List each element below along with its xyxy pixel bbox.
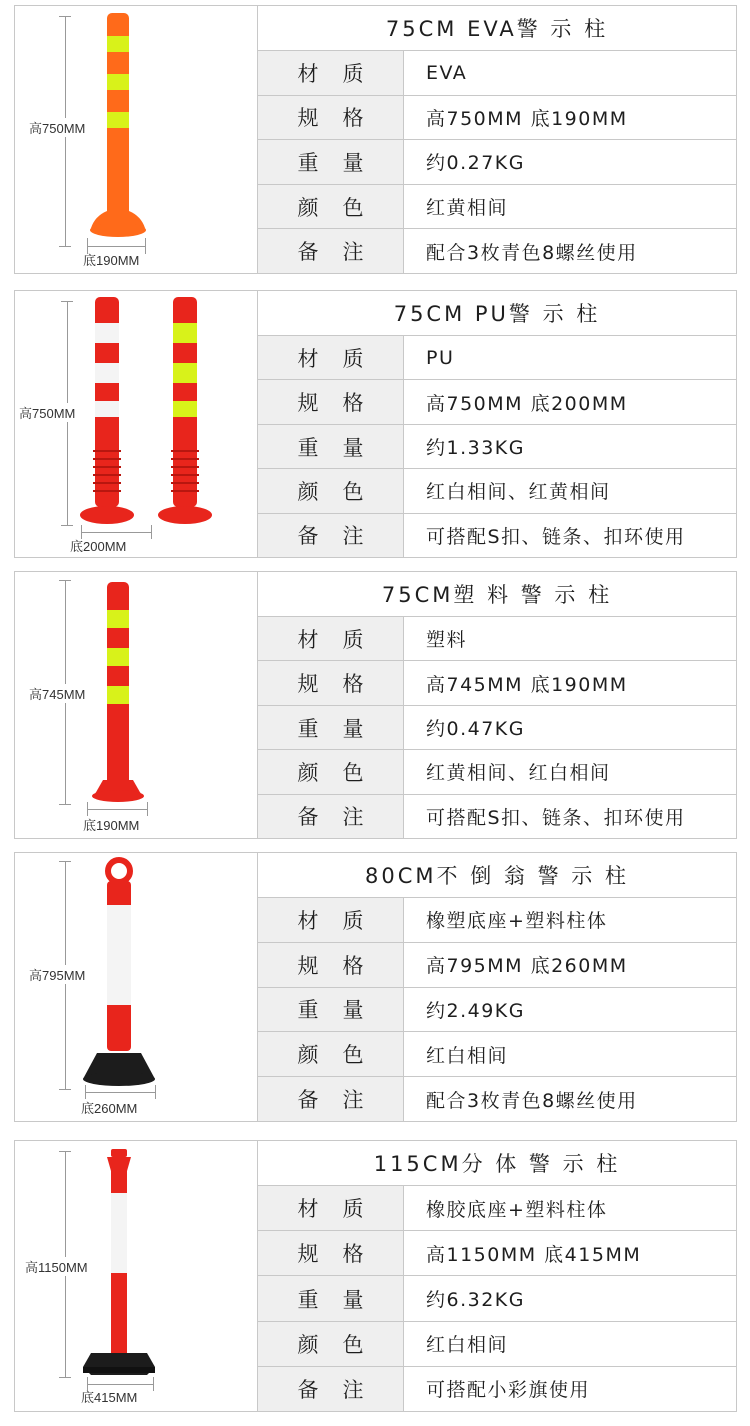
product-card-pu [14,290,737,558]
spec-value: EVA [426,61,468,84]
product-title: 75CM EVA警 示 柱 [258,6,736,51]
spec-value: 可搭配小彩旗使用 [426,1379,591,1402]
spec-row [258,1231,736,1276]
spec-value: 高1150MM 底415MM [426,1243,642,1266]
spec-value: 约0.47KG [426,718,525,741]
spec-row [258,988,736,1033]
spec-label: 材质 [258,1186,404,1230]
spec-row [258,185,736,230]
product-title: 80CM不 倒 翁 警 示 柱 [258,853,736,898]
spec-label: 材质 [258,336,404,379]
spec-row [258,514,736,557]
product-card-split [14,1140,737,1412]
base-label: 底260MM [81,1101,138,1116]
spec-value: 橡胶底座+塑料柱体 [426,1198,608,1221]
spec-label: 重量 [258,1276,404,1320]
spec-table-plastic [258,572,736,838]
spec-row [258,96,736,141]
spec-table-tumbler [258,853,736,1121]
product-image-pu [15,291,258,557]
bollard-eva-icon [15,6,257,273]
product-card-eva [14,5,737,274]
product-title: 75CM塑 料 警 示 柱 [258,572,736,617]
spec-row [258,380,736,424]
spec-table-pu [258,291,736,557]
spec-row [258,336,736,380]
product-title: 115CM分 体 警 示 柱 [258,1141,736,1186]
spec-value: 红白相间 [426,1334,509,1357]
height-label: 高795MM [29,965,85,984]
base-label: 底200MM [70,539,127,554]
spec-value: 可搭配S扣、链条、扣环使用 [426,806,686,829]
product-image-tumbler [15,853,258,1121]
spec-row [258,750,736,794]
spec-label: 备注 [258,514,404,557]
spec-value: 约2.49KG [426,999,525,1022]
spec-label: 颜色 [258,750,404,793]
spec-label: 颜色 [258,1032,404,1076]
spec-row [258,1367,736,1411]
spec-value: 高750MM 底190MM [426,107,628,130]
spec-value: 配合3枚青色8螺丝使用 [426,1089,638,1112]
spec-label: 规格 [258,661,404,704]
spec-row [258,943,736,988]
product-image-plastic [15,572,258,838]
spec-table-split [258,1141,736,1411]
spec-value: 高745MM 底190MM [426,673,628,696]
spec-value: 红黄相间、红白相间 [426,762,611,785]
bollard-split-icon [15,1141,257,1411]
spec-value: 约6.32KG [426,1289,525,1311]
spec-label: 规格 [258,380,404,423]
spec-label: 颜色 [258,185,404,229]
spec-value: 塑料 [426,629,468,652]
product-card-tumbler [14,852,737,1122]
base-label: 底190MM [83,818,140,833]
spec-label: 材质 [258,898,404,942]
spec-label: 重量 [258,706,404,749]
spec-label: 颜色 [258,1322,404,1366]
spec-label: 规格 [258,96,404,140]
spec-label: 备注 [258,795,404,838]
height-label: 高745MM [29,684,85,703]
base-label: 底415MM [81,1390,138,1405]
spec-label: 重量 [258,425,404,468]
spec-row [258,1322,736,1367]
spec-row [258,1186,736,1231]
spec-row [258,229,736,273]
spec-label: 备注 [258,229,404,273]
spec-label: 备注 [258,1077,404,1121]
spec-label: 颜色 [258,469,404,512]
spec-label: 材质 [258,617,404,660]
height-label: 高750MM [29,118,85,137]
spec-value: 高795MM 底260MM [426,955,628,978]
spec-label: 备注 [258,1367,404,1411]
spec-value: PU [426,346,455,369]
spec-row [258,1276,736,1321]
bollard-tumbler-icon [15,853,257,1121]
spec-row [258,1077,736,1121]
base-label: 底190MM [83,253,140,268]
spec-value: 配合3枚青色8螺丝使用 [426,241,638,264]
product-image-split [15,1141,258,1411]
spec-row [258,51,736,96]
spec-row [258,661,736,705]
spec-row [258,795,736,838]
spec-row [258,706,736,750]
height-label: 高750MM [19,403,75,422]
spec-row [258,140,736,185]
product-image-eva [15,6,258,273]
spec-table-eva [258,6,736,273]
product-title: 75CM PU警 示 柱 [258,291,736,336]
spec-value: 高750MM 底200MM [426,392,628,415]
spec-value: 可搭配S扣、链条、扣环使用 [426,525,686,548]
spec-value: 红白相间 [426,1044,509,1067]
spec-row [258,425,736,469]
spec-row [258,898,736,943]
height-label: 高1150MM [25,1257,88,1276]
spec-value: 约1.33KG [426,437,525,460]
spec-value: 红黄相间 [426,197,509,220]
spec-label: 材质 [258,51,404,95]
product-card-plastic [14,571,737,839]
spec-value: 约0.27KG [426,152,525,175]
spec-label: 规格 [258,943,404,987]
spec-row [258,617,736,661]
spec-row [258,1032,736,1077]
spec-value: 橡塑底座+塑料柱体 [426,910,608,933]
spec-label: 重量 [258,140,404,184]
bollard-plastic-icon [15,572,257,838]
spec-row [258,469,736,513]
spec-value: 红白相间、红黄相间 [426,481,611,504]
spec-label: 重量 [258,988,404,1032]
bollard-pu-pair-icon [15,291,257,557]
spec-label: 规格 [258,1231,404,1275]
